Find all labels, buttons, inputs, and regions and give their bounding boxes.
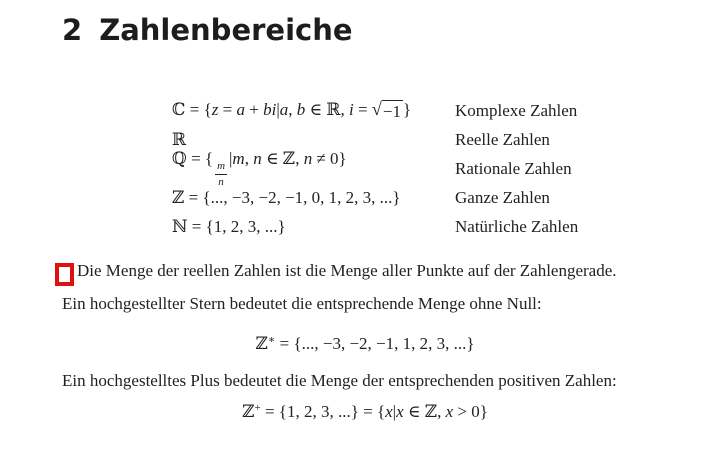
- math-token: ∈: [403, 402, 425, 421]
- number-sets-table: [172, 96, 578, 241]
- math-token: ∈: [305, 99, 327, 119]
- math-token: |: [276, 99, 280, 119]
- math-token: ℤ: [424, 402, 438, 422]
- set-row: [172, 212, 578, 241]
- paragraph-reelle-zahlen: [55, 260, 617, 286]
- math-token: ℂ: [172, 99, 186, 120]
- math-token: =: [218, 99, 237, 119]
- math-token: ℤ: [242, 402, 255, 422]
- set-row: [172, 96, 578, 125]
- set-row: [172, 149, 578, 188]
- section-title: Zahlenbereiche: [99, 13, 353, 47]
- math-token: n: [303, 149, 313, 169]
- set-label: Rationale Zahlen: [455, 158, 572, 178]
- set-label: Ganze Zahlen: [455, 187, 550, 207]
- math-token: |: [392, 402, 397, 421]
- section-heading: [62, 12, 353, 48]
- paragraph-stern: Ein hochgestellter Stern bedeutet die entsprechende Menge ohne Null:: [62, 294, 542, 313]
- math-token: ℤ: [282, 149, 296, 170]
- set-formula: [172, 188, 455, 208]
- paragraph-text-reelle: Die Menge der reellen Zahlen ist die Menge aller Punkte auf der Zahlengerade.: [77, 261, 617, 280]
- math-token: |: [229, 149, 233, 169]
- math-token: a: [236, 99, 245, 119]
- set-formula: [172, 100, 455, 122]
- math-token: ∗: [267, 334, 276, 346]
- set-label: Natürliche Zahlen: [455, 216, 579, 236]
- math-token: n: [253, 149, 262, 169]
- math-token: ,: [437, 402, 446, 421]
- set-label: Reelle Zahlen: [455, 129, 550, 149]
- math-token: x: [385, 402, 393, 421]
- math-token: x: [445, 402, 454, 421]
- math-token: z: [211, 99, 219, 119]
- math-token: ,: [340, 99, 349, 119]
- math-token: = {: [185, 99, 212, 119]
- math-token: ℝ: [172, 129, 187, 150]
- math-token: = {..., −3, −2, −1, 0, 1, 2, 3, ...}: [184, 187, 401, 207]
- paragraph-plus: Ein hochgestelltes Plus bedeutet die Menge der entsprechenden positiven Zahlen:: [62, 371, 617, 390]
- math-token: ∈: [261, 149, 283, 169]
- math-token: = {1, 2, 3, ...}: [187, 216, 286, 236]
- math-token: ℤ: [172, 187, 185, 208]
- math-token: √ −1: [371, 98, 401, 121]
- red-box-marker: [55, 263, 74, 286]
- math-token: ≠ 0}: [312, 149, 347, 169]
- math-token: = {1, 2, 3, ...} = {: [260, 402, 386, 421]
- set-formula: [172, 130, 455, 150]
- math-token: ,: [288, 99, 297, 119]
- math-token: ,: [244, 149, 254, 169]
- math-token: ,: [295, 149, 304, 169]
- section-number: 2: [62, 13, 83, 47]
- math-token: bi: [263, 99, 277, 119]
- math-token: ℝ: [326, 99, 341, 120]
- math-token: $\frac{m}{n}$: [217, 160, 226, 188]
- math-token: = {: [186, 149, 214, 169]
- math-token: = {..., −3, −2, −1, 1, 2, 3, ...}: [275, 334, 475, 353]
- set-formula: [172, 217, 455, 237]
- math-token: i: [348, 99, 354, 119]
- display-formula-z-plus: [62, 402, 668, 422]
- math-token: b: [296, 99, 306, 119]
- math-token: ℕ: [172, 216, 188, 237]
- set-row: [172, 183, 578, 212]
- math-token: m: [232, 149, 245, 169]
- set-formula: [172, 149, 455, 187]
- math-token: +: [254, 402, 261, 414]
- math-token: =: [353, 99, 372, 119]
- math-token: ℤ: [255, 334, 268, 354]
- math-token: ℚ: [172, 149, 187, 170]
- math-token: x: [396, 402, 404, 421]
- display-formula-z-star: [62, 333, 668, 354]
- math-token: }: [402, 99, 412, 119]
- math-token: +: [245, 99, 264, 119]
- math-token: a: [279, 99, 289, 119]
- math-token: > 0}: [453, 402, 488, 421]
- set-label: Komplexe Zahlen: [455, 100, 578, 120]
